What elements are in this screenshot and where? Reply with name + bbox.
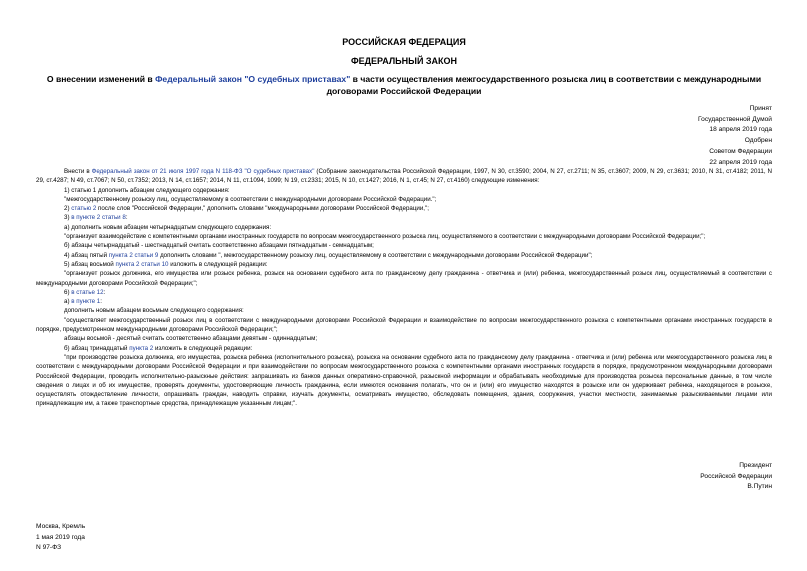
item-4 xyxy=(36,251,772,260)
item-6b-quote: "при производстве розыска должника, его имущества, розыска ребенка (исполнительного розыска), розыска на основании судебного акта по гражданскому делу гражданина - ответчика и (или) ребенка или межгосударственного розыска лиц в соответствии с международными договорами Российской Федерации и при взаимодействии по вопросам межгосударственного розыска с компетентными органами иностранных государств в порядке, предусмотренном международными договорами Российской Федерации, проводить исполнительно-разыскные действия: запрашивать из банков данных оперативно-справочной, разыскной информации и обрабатывать необходимые для производства розыска персональные данные, в том числе сведения о лицах и об их имуществе, проверять документы, удостоверяющие личность гражданина, если имеются основания полагать, что он и (или) его имущество находятся в розыске или он удерживает ребенка, находящегося в розыске, осуществлять отождествление личности, опрашивать граждан, наводить справки, изучать документы, осматривать имущество, обследовать помещения, здания, сооружения, участки местности, занимаемые разыскиваемыми лицами или принадлежащие им, а также транспортные средства, принадлежащие указанным лицам;". xyxy=(36,353,772,408)
item-6a xyxy=(36,297,772,306)
law-body xyxy=(36,167,772,409)
law-title xyxy=(36,74,772,97)
item-6a-link[interactable]: в пункте 1 xyxy=(71,298,101,306)
intro-paragraph xyxy=(36,167,772,186)
signature-title-2: Российской Федерации xyxy=(700,472,772,480)
item-5-quote: "организует розыск должника, его имущества или розыск ребенка, розыск на основании судебного акта по гражданскому делу гражданина - ответчика и (или) ребенка, межгосударственный розыск лиц, осуществляемый в соответствии с международными договорами Российской Федерации;"; xyxy=(36,270,772,287)
item-3b: б) абзацы четырнадцатый - шестнадцатый считать соответственно абзацами пятнадцатым - семнадцатым; xyxy=(64,242,374,250)
item-3-link[interactable]: в пункте 2 статьи 8 xyxy=(71,214,126,222)
item-6a-text: дополнить новым абзацем восьмым следующего содержания: xyxy=(64,307,244,315)
item-6a-post: : xyxy=(100,298,102,306)
approved-date: 22 апреля 2019 года xyxy=(709,158,772,166)
law-title-pre: О внесении изменений в xyxy=(46,74,156,84)
item-6a-pre: а) xyxy=(64,298,72,306)
item-5-post: изложить в следующей редакции: xyxy=(168,260,268,268)
place-city: Москва, Кремль xyxy=(36,523,86,530)
adoption-block xyxy=(698,104,772,168)
intro-link[interactable]: Федеральный закон от 21 июля 1997 года N 118-ФЗ "О судебных приставах" xyxy=(91,168,315,175)
item-2 xyxy=(36,204,772,213)
signature-block xyxy=(700,461,772,493)
item-5-link[interactable]: пункта 2 статьи 10 xyxy=(115,260,169,268)
country-heading: РОССИЙСКАЯ ФЕДЕРАЦИЯ xyxy=(342,37,466,47)
item-6a-quote: "осуществляет межгосударственный розыск лиц в соответствии с международными договорами Российской Федерации и взаимодействие по вопросам межгосударственного розыска с компетентными органами иностранных государств в порядке, предусмотренном международными договорами Российской Федерации;"; xyxy=(36,316,772,334)
intro-post: (Собрание законодательства Российской Федерации, 1997, N 30, ст.3590; 2004, N 27, ст.2711; N 35, ст.3607; 2009, N 29, ст.3631; 2010, N 31, ст.4182; 2011, N 29, ст.4287; N 49, ст.7067; N 50, ст.7352; 2013, N 14, ст.1657; 2014, N 11, ст.1094, 1099; N 19, ст.2331; 2015, N 10, ст.1427; 2016, N 1, ст.45; N 27, ст.4160) следующие изменения: xyxy=(36,168,772,185)
item-2-link[interactable]: статью 2 xyxy=(71,205,97,213)
item-3a: а) дополнить новым абзацем четырнадцатым следующего содержания: xyxy=(64,223,272,231)
item-6b-pre: б) абзац тринадцатый xyxy=(64,344,130,352)
intro-pre: Внести в xyxy=(64,168,92,175)
item-5 xyxy=(36,260,772,269)
item-6-pre: 6) xyxy=(64,288,72,296)
item-3-pre: 3) xyxy=(64,214,72,222)
item-6-link[interactable]: в статье 12 xyxy=(71,288,104,296)
signature-title-1: Президент xyxy=(739,462,772,469)
accepted-by: Государственной Думой xyxy=(698,115,772,123)
item-6 xyxy=(36,288,772,297)
item-3a-quote: "организует взаимодействие с компетентными органами иностранных государств по вопросам межгосударственного розыска лиц, осуществляемого в соответствии с международными договорами Российской Федерации;"; xyxy=(64,233,706,241)
item-5-pre: 5) абзац восьмой xyxy=(64,260,116,268)
item-4-pre: 4) абзац пятый xyxy=(64,251,109,259)
item-2-pre: 2) xyxy=(64,205,72,213)
item-2-post: после слов "Российской Федерации," дополнить словами "международными договорами Российской Федерации,"; xyxy=(96,205,429,213)
item-3-post: : xyxy=(125,214,128,222)
accepted-label: Принят xyxy=(749,105,772,112)
item-6b xyxy=(36,344,772,353)
law-number: N 97-ФЗ xyxy=(36,544,62,552)
place-date-block xyxy=(36,522,85,554)
law-title-link[interactable]: Федеральный закон "О судебных приставах" xyxy=(155,74,351,84)
item-4-link[interactable]: пункта 2 статьи 9 xyxy=(108,251,159,259)
item-6b-post: изложить в следующей редакции: xyxy=(153,344,253,352)
item-6a-shift: абзацы восьмой - десятый считать соответственно абзацами девятым - одиннадцатым; xyxy=(64,335,318,343)
law-title-post: в части осуществления межгосударственного розыска лиц в соответствии с международными договорами Российской Федерации xyxy=(326,74,762,96)
item-3 xyxy=(36,213,772,222)
place-date: 1 мая 2019 года xyxy=(36,533,85,541)
approved-by: Советом Федерации xyxy=(709,147,772,155)
item-4-post: дополнить словами ", межгосударственному розыску лиц, осуществляемому в соответствии с международными договорами Российской Федерации"; xyxy=(158,251,593,259)
item-1-quote: "межгосударственному розыску лиц, осуществляемому в соответствии с международными договорами Российской Федерации."; xyxy=(64,195,437,203)
doc-type-heading: ФЕДЕРАЛЬНЫЙ ЗАКОН xyxy=(350,56,458,66)
approved-label: Одобрен xyxy=(744,137,772,145)
signature-name: В.Путин xyxy=(747,483,772,491)
item-1: 1) статью 1 дополнить абзацем следующего содержания: xyxy=(64,186,230,194)
item-6b-link[interactable]: пункта 2 xyxy=(129,344,154,352)
item-6-post: : xyxy=(103,288,106,296)
accepted-date: 18 апреля 2019 года xyxy=(709,126,772,134)
